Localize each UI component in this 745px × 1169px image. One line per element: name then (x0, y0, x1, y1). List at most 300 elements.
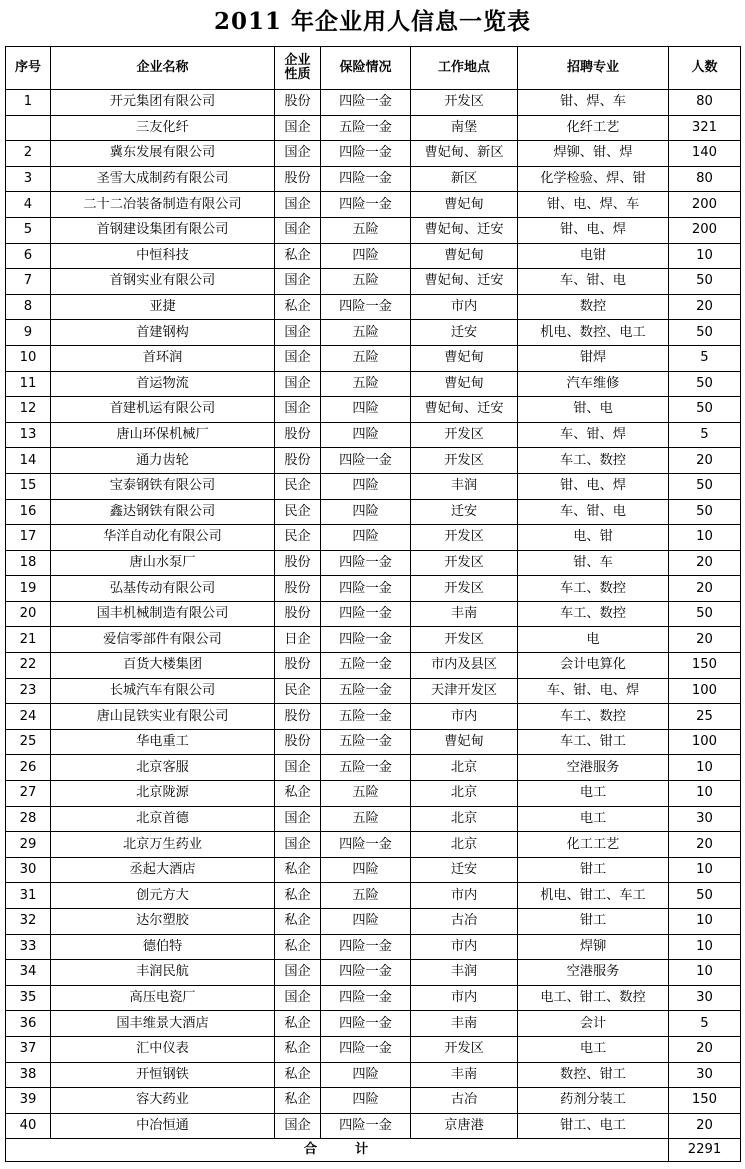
table-row (6, 678, 741, 704)
cell-location: 市内 (411, 985, 518, 1011)
cell-company-name: 北京万生药业 (51, 832, 275, 858)
cell-company-nature: 国企 (275, 141, 321, 167)
cell-company-name: 达尔塑胶 (51, 909, 275, 935)
table-row (6, 345, 741, 371)
cell-insurance: 五险 (321, 345, 411, 371)
cell-company-name: 首钢实业有限公司 (51, 269, 275, 295)
table-row (6, 294, 741, 320)
cell-major: 会计电算化 (518, 653, 669, 679)
cell-location: 曹妃甸、迁安 (411, 397, 518, 423)
cell-count: 5 (669, 345, 741, 371)
cell-count: 10 (669, 934, 741, 960)
cell-company-nature: 民企 (275, 525, 321, 551)
cell-company-name: 华洋自动化有限公司 (51, 525, 275, 551)
cell-location: 曹妃甸 (411, 371, 518, 397)
cell-insurance: 四险一金 (321, 90, 411, 116)
table-row (6, 320, 741, 346)
cell-location: 北京 (411, 755, 518, 781)
cell-major: 钳工 (518, 857, 669, 883)
cell-count: 150 (669, 1088, 741, 1114)
cell-major: 机电、钳工、车工 (518, 883, 669, 909)
cell-seq: 30 (6, 857, 51, 883)
cell-count: 50 (669, 473, 741, 499)
cell-location: 新区 (411, 166, 518, 192)
cell-location: 市内 (411, 704, 518, 730)
cell-count: 10 (669, 525, 741, 551)
cell-company-name: 弘基传动有限公司 (51, 576, 275, 602)
cell-company-name: 丞起大酒店 (51, 857, 275, 883)
cell-insurance: 五险一金 (321, 115, 411, 141)
cell-company-nature: 民企 (275, 678, 321, 704)
cell-seq: 34 (6, 960, 51, 986)
cell-seq: 31 (6, 883, 51, 909)
cell-major: 车、钳、电 (518, 499, 669, 525)
cell-company-name: 首建钢构 (51, 320, 275, 346)
cell-major: 数控、钳工 (518, 1062, 669, 1088)
cell-company-nature: 国企 (275, 115, 321, 141)
cell-major: 电工 (518, 1036, 669, 1062)
cell-major: 钳、电、焊、车 (518, 192, 669, 218)
cell-count: 5 (669, 1011, 741, 1037)
cell-company-name: 汇中仪表 (51, 1036, 275, 1062)
cell-company-nature: 民企 (275, 473, 321, 499)
cell-company-name: 开恒钢铁 (51, 1062, 275, 1088)
cell-seq: 9 (6, 320, 51, 346)
cell-major: 车、钳、电、焊 (518, 678, 669, 704)
cell-major: 焊铆、钳、焊 (518, 141, 669, 167)
cell-seq: 1 (6, 90, 51, 116)
cell-seq: 22 (6, 653, 51, 679)
cell-count: 50 (669, 397, 741, 423)
cell-count: 321 (669, 115, 741, 141)
cell-insurance: 四险 (321, 1062, 411, 1088)
cell-seq (6, 115, 51, 141)
cell-company-name: 亚捷 (51, 294, 275, 320)
cell-location: 南堡 (411, 115, 518, 141)
cell-count: 100 (669, 678, 741, 704)
cell-location: 开发区 (411, 550, 518, 576)
cell-location: 丰润 (411, 473, 518, 499)
cell-seq: 14 (6, 448, 51, 474)
cell-company-name: 唐山水泵厂 (51, 550, 275, 576)
header-location: 工作地点 (411, 47, 518, 90)
cell-insurance: 四险一金 (321, 294, 411, 320)
cell-location: 曹妃甸 (411, 243, 518, 269)
cell-insurance: 四险一金 (321, 627, 411, 653)
cell-company-name: 首钢建设集团有限公司 (51, 217, 275, 243)
cell-company-nature: 股份 (275, 166, 321, 192)
table-row (6, 985, 741, 1011)
cell-company-name: 容大药业 (51, 1088, 275, 1114)
cell-seq: 12 (6, 397, 51, 423)
table-row (6, 217, 741, 243)
cell-major: 车工、钳工 (518, 729, 669, 755)
cell-insurance: 四险 (321, 525, 411, 551)
cell-count: 80 (669, 166, 741, 192)
cell-count: 20 (669, 550, 741, 576)
cell-major: 电 (518, 627, 669, 653)
cell-insurance: 四险一金 (321, 1011, 411, 1037)
cell-major: 钳工、电工 (518, 1113, 669, 1139)
cell-count: 50 (669, 499, 741, 525)
cell-company-name: 高压电瓷厂 (51, 985, 275, 1011)
cell-seq: 32 (6, 909, 51, 935)
cell-insurance: 四险 (321, 857, 411, 883)
table-row (6, 90, 741, 116)
cell-company-nature: 股份 (275, 704, 321, 730)
cell-company-name: 首建机运有限公司 (51, 397, 275, 423)
table-row (6, 857, 741, 883)
cell-seq: 8 (6, 294, 51, 320)
cell-location: 北京 (411, 806, 518, 832)
table-row (6, 1113, 741, 1139)
table-row (6, 269, 741, 295)
cell-company-nature: 股份 (275, 448, 321, 474)
cell-company-name: 三友化纤 (51, 115, 275, 141)
cell-count: 50 (669, 371, 741, 397)
cell-count: 20 (669, 448, 741, 474)
cell-insurance: 四险一金 (321, 448, 411, 474)
cell-major: 钳、电、焊 (518, 473, 669, 499)
total-label-part1: 合 (303, 1142, 319, 1158)
cell-seq: 4 (6, 192, 51, 218)
table-row (6, 371, 741, 397)
cell-insurance: 五险 (321, 806, 411, 832)
cell-company-nature: 股份 (275, 422, 321, 448)
cell-major: 钳、焊、车 (518, 90, 669, 116)
cell-count: 30 (669, 985, 741, 1011)
cell-location: 丰润 (411, 960, 518, 986)
cell-major: 车工、数控 (518, 704, 669, 730)
table-row (6, 141, 741, 167)
cell-major: 钳工 (518, 909, 669, 935)
cell-insurance: 四险一金 (321, 141, 411, 167)
cell-company-name: 唐山昆铁实业有限公司 (51, 704, 275, 730)
cell-major: 钳、电、焊 (518, 217, 669, 243)
cell-company-name: 中冶恒通 (51, 1113, 275, 1139)
cell-seq: 35 (6, 985, 51, 1011)
header-nature-line1: 企业 (284, 53, 311, 68)
total-value: 2291 (669, 1139, 741, 1162)
cell-company-name: 通力齿轮 (51, 448, 275, 474)
cell-company-nature: 股份 (275, 90, 321, 116)
cell-insurance: 四险一金 (321, 550, 411, 576)
cell-company-nature: 日企 (275, 627, 321, 653)
cell-company-name: 长城汽车有限公司 (51, 678, 275, 704)
cell-count: 20 (669, 576, 741, 602)
cell-count: 20 (669, 1036, 741, 1062)
cell-location: 北京 (411, 832, 518, 858)
cell-company-name: 北京客服 (51, 755, 275, 781)
header-nature-line2: 性质 (284, 67, 311, 82)
cell-company-name: 国丰维景大酒店 (51, 1011, 275, 1037)
cell-insurance: 四险一金 (321, 166, 411, 192)
cell-location: 天津开发区 (411, 678, 518, 704)
cell-company-nature: 国企 (275, 269, 321, 295)
cell-location: 市内及县区 (411, 653, 518, 679)
cell-company-nature: 国企 (275, 320, 321, 346)
cell-location: 丰南 (411, 1011, 518, 1037)
table-body (6, 90, 741, 1139)
cell-seq: 24 (6, 704, 51, 730)
cell-insurance: 五险 (321, 781, 411, 807)
cell-insurance: 四险一金 (321, 832, 411, 858)
cell-company-name: 爱信零部件有限公司 (51, 627, 275, 653)
cell-insurance: 五险 (321, 217, 411, 243)
table-row (6, 704, 741, 730)
cell-location: 曹妃甸 (411, 729, 518, 755)
cell-major: 药剂分装工 (518, 1088, 669, 1114)
total-label (6, 1139, 669, 1162)
cell-count: 20 (669, 832, 741, 858)
cell-seq: 6 (6, 243, 51, 269)
cell-company-name: 百货大楼集团 (51, 653, 275, 679)
cell-count: 50 (669, 269, 741, 295)
cell-seq: 40 (6, 1113, 51, 1139)
cell-count: 200 (669, 217, 741, 243)
cell-insurance: 五险一金 (321, 704, 411, 730)
cell-seq: 36 (6, 1011, 51, 1037)
table-row (6, 576, 741, 602)
cell-company-name: 华电重工 (51, 729, 275, 755)
cell-insurance: 四险一金 (321, 985, 411, 1011)
cell-insurance: 四险一金 (321, 934, 411, 960)
cell-insurance: 五险 (321, 371, 411, 397)
cell-insurance: 四险 (321, 397, 411, 423)
cell-major: 空港服务 (518, 960, 669, 986)
cell-company-nature: 国企 (275, 832, 321, 858)
header-major: 招聘专业 (518, 47, 669, 90)
cell-seq: 29 (6, 832, 51, 858)
cell-major: 化纤工艺 (518, 115, 669, 141)
header-company-nature (275, 47, 321, 90)
cell-company-nature: 国企 (275, 192, 321, 218)
table-row (6, 473, 741, 499)
cell-seq: 3 (6, 166, 51, 192)
cell-seq: 25 (6, 729, 51, 755)
cell-count: 20 (669, 1113, 741, 1139)
cell-company-nature: 国企 (275, 985, 321, 1011)
cell-major: 化学检验、焊、钳 (518, 166, 669, 192)
cell-count: 80 (669, 90, 741, 116)
cell-company-nature: 私企 (275, 1088, 321, 1114)
cell-insurance: 四险 (321, 473, 411, 499)
cell-company-nature: 民企 (275, 499, 321, 525)
cell-major: 汽车维修 (518, 371, 669, 397)
cell-company-nature: 私企 (275, 781, 321, 807)
cell-count: 30 (669, 806, 741, 832)
cell-seq: 26 (6, 755, 51, 781)
cell-seq: 5 (6, 217, 51, 243)
cell-company-name: 圣雪大成制药有限公司 (51, 166, 275, 192)
table-row (6, 781, 741, 807)
cell-seq: 16 (6, 499, 51, 525)
cell-seq: 38 (6, 1062, 51, 1088)
table-row (6, 422, 741, 448)
cell-company-nature: 股份 (275, 601, 321, 627)
cell-company-name: 北京首德 (51, 806, 275, 832)
cell-major: 电工、钳工、数控 (518, 985, 669, 1011)
cell-major: 焊铆 (518, 934, 669, 960)
cell-company-nature: 国企 (275, 397, 321, 423)
cell-company-nature: 国企 (275, 345, 321, 371)
table-row (6, 960, 741, 986)
cell-count: 10 (669, 243, 741, 269)
cell-company-nature: 私企 (275, 1011, 321, 1037)
cell-major: 钳、车 (518, 550, 669, 576)
cell-company-name: 丰润民航 (51, 960, 275, 986)
cell-seq: 10 (6, 345, 51, 371)
table-header-row (6, 47, 741, 90)
cell-company-nature: 国企 (275, 217, 321, 243)
cell-insurance: 五险一金 (321, 755, 411, 781)
cell-company-nature: 国企 (275, 1113, 321, 1139)
cell-company-nature: 私企 (275, 909, 321, 935)
table-row (6, 448, 741, 474)
header-count: 人数 (669, 47, 741, 90)
cell-company-name: 创元方大 (51, 883, 275, 909)
cell-location: 开发区 (411, 525, 518, 551)
cell-major: 电、钳 (518, 525, 669, 551)
cell-seq: 17 (6, 525, 51, 551)
cell-company-name: 鑫达钢铁有限公司 (51, 499, 275, 525)
cell-location: 曹妃甸、迁安 (411, 269, 518, 295)
cell-company-nature: 国企 (275, 960, 321, 986)
cell-count: 10 (669, 781, 741, 807)
table-row (6, 653, 741, 679)
table-row (6, 755, 741, 781)
cell-major: 车工、数控 (518, 576, 669, 602)
table-row (6, 1062, 741, 1088)
table-row (6, 397, 741, 423)
cell-insurance: 四险 (321, 499, 411, 525)
cell-insurance: 四险一金 (321, 192, 411, 218)
cell-company-name: 德伯特 (51, 934, 275, 960)
cell-location: 开发区 (411, 1036, 518, 1062)
cell-major: 车工、数控 (518, 448, 669, 474)
table-row (6, 166, 741, 192)
table-row (6, 909, 741, 935)
cell-seq: 2 (6, 141, 51, 167)
cell-company-name: 冀东发展有限公司 (51, 141, 275, 167)
cell-company-name: 国丰机械制造有限公司 (51, 601, 275, 627)
cell-count: 10 (669, 909, 741, 935)
cell-insurance: 五险一金 (321, 653, 411, 679)
cell-location: 迁安 (411, 499, 518, 525)
cell-company-name: 开元集团有限公司 (51, 90, 275, 116)
cell-location: 曹妃甸 (411, 345, 518, 371)
cell-company-name: 北京陇源 (51, 781, 275, 807)
table-row (6, 601, 741, 627)
cell-seq: 37 (6, 1036, 51, 1062)
table-row (6, 806, 741, 832)
cell-count: 20 (669, 627, 741, 653)
cell-count: 140 (669, 141, 741, 167)
cell-location: 市内 (411, 294, 518, 320)
cell-count: 5 (669, 422, 741, 448)
cell-insurance: 五险一金 (321, 678, 411, 704)
cell-location: 开发区 (411, 576, 518, 602)
cell-major: 车、钳、电 (518, 269, 669, 295)
cell-insurance: 四险 (321, 243, 411, 269)
cell-seq: 20 (6, 601, 51, 627)
cell-company-name: 首运物流 (51, 371, 275, 397)
table-row (6, 115, 741, 141)
cell-location: 开发区 (411, 422, 518, 448)
header-insurance: 保险情况 (321, 47, 411, 90)
cell-insurance: 四险一金 (321, 960, 411, 986)
total-row (6, 1139, 741, 1162)
cell-insurance: 四险一金 (321, 601, 411, 627)
cell-company-nature: 国企 (275, 371, 321, 397)
cell-location: 市内 (411, 883, 518, 909)
cell-location: 市内 (411, 934, 518, 960)
table-row (6, 499, 741, 525)
table-row (6, 1036, 741, 1062)
cell-location: 古冶 (411, 909, 518, 935)
table-row (6, 729, 741, 755)
cell-location: 曹妃甸、新区 (411, 141, 518, 167)
cell-location: 迁安 (411, 857, 518, 883)
cell-company-nature: 私企 (275, 934, 321, 960)
cell-company-nature: 股份 (275, 576, 321, 602)
cell-count: 50 (669, 320, 741, 346)
cell-location: 开发区 (411, 627, 518, 653)
cell-count: 150 (669, 653, 741, 679)
cell-location: 丰南 (411, 1062, 518, 1088)
table-row (6, 627, 741, 653)
cell-company-nature: 私企 (275, 1036, 321, 1062)
cell-company-nature: 私企 (275, 243, 321, 269)
cell-location: 曹妃甸、迁安 (411, 217, 518, 243)
cell-count: 10 (669, 755, 741, 781)
cell-company-name: 宝泰钢铁有限公司 (51, 473, 275, 499)
cell-location: 丰南 (411, 601, 518, 627)
cell-insurance: 五险一金 (321, 729, 411, 755)
header-seq: 序号 (6, 47, 51, 90)
cell-location: 北京 (411, 781, 518, 807)
cell-major: 数控 (518, 294, 669, 320)
cell-major: 电工 (518, 781, 669, 807)
cell-company-nature: 国企 (275, 755, 321, 781)
cell-seq: 27 (6, 781, 51, 807)
cell-major: 钳、电 (518, 397, 669, 423)
cell-location: 迁安 (411, 320, 518, 346)
cell-location: 曹妃甸 (411, 192, 518, 218)
table-row (6, 832, 741, 858)
cell-count: 30 (669, 1062, 741, 1088)
cell-seq: 7 (6, 269, 51, 295)
cell-count: 50 (669, 601, 741, 627)
cell-insurance: 四险 (321, 422, 411, 448)
header-company-name: 企业名称 (51, 47, 275, 90)
cell-insurance: 四险 (321, 909, 411, 935)
cell-major: 车工、数控 (518, 601, 669, 627)
cell-count: 100 (669, 729, 741, 755)
cell-company-name: 唐山环保机械厂 (51, 422, 275, 448)
cell-location: 京唐港 (411, 1113, 518, 1139)
cell-major: 空港服务 (518, 755, 669, 781)
cell-major: 会计 (518, 1011, 669, 1037)
cell-count: 20 (669, 294, 741, 320)
cell-count: 25 (669, 704, 741, 730)
cell-major: 车、钳、焊 (518, 422, 669, 448)
cell-seq: 18 (6, 550, 51, 576)
cell-company-nature: 股份 (275, 550, 321, 576)
cell-seq: 28 (6, 806, 51, 832)
table-row (6, 525, 741, 551)
page-title: 2011 年企业用人信息一览表 (213, 8, 532, 35)
